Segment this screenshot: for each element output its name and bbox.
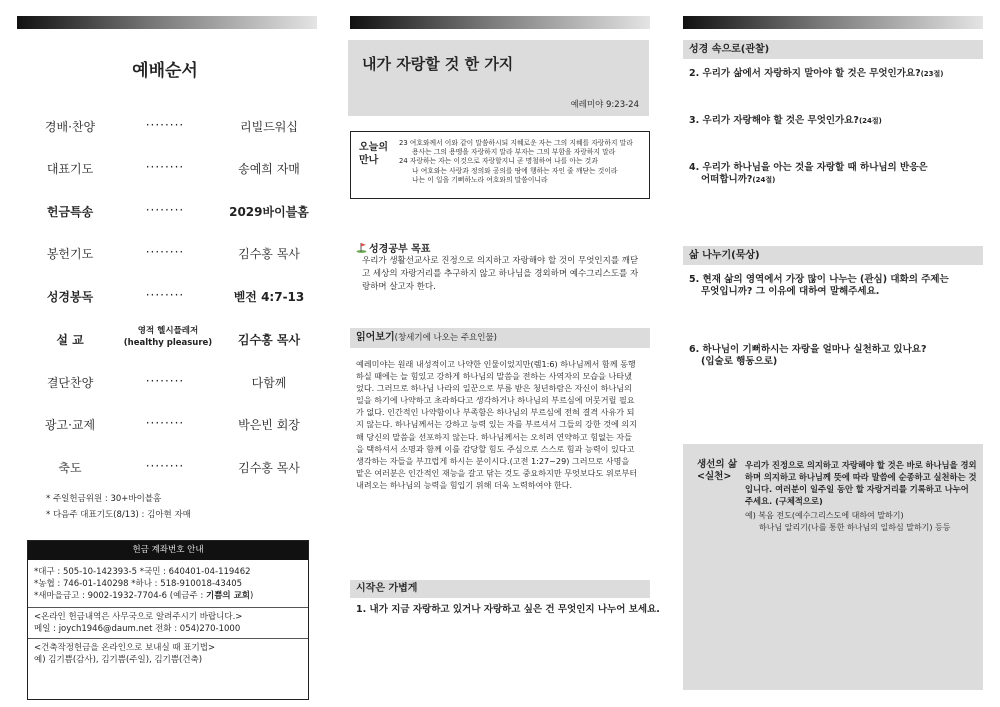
study-goal-title-text: 성경공부 목표 — [369, 244, 431, 255]
account-holder: 기쁨의 교회 — [206, 591, 251, 601]
bible-section-title: 성경 속으로(관찰) — [689, 44, 770, 55]
practice-example — [745, 510, 977, 534]
question-6-line1: 6. 하나님이 기뻐하시는 자랑을 얼마나 실천하고 있나요? — [689, 344, 927, 355]
order-label: 헌금특송 — [46, 205, 94, 219]
order-row-7 — [22, 374, 317, 394]
header-gradient-bar-middle — [350, 16, 650, 29]
reading-section-header — [350, 328, 650, 348]
order-dots: ········ — [145, 459, 185, 473]
offering-account-header: 헌금 계좌번호 안내 — [28, 541, 308, 560]
account-line — [34, 590, 302, 602]
question-4-line2 — [689, 174, 928, 186]
order-dots: ········ — [145, 203, 185, 217]
study-goal-text: 우리가 생활선교사로 진정으로 의지하고 자랑해야 할 것이 무엇인지를 깨닫고 세상의 자랑거리를 추구하지 않고 하나님을 경외하며 예수그리스도를 자랑하며 살고자 한다. — [362, 256, 639, 292]
order-value: 김수홍 목사 — [237, 333, 301, 347]
question-2 — [689, 68, 944, 80]
practice-label — [697, 459, 737, 483]
question-2-text: 2. 우리가 삶에서 자랑하지 말아야 할 것은 무엇인가요? — [689, 68, 921, 79]
verse-line: 나 여호와는 사랑과 정의와 공의를 땅에 행하는 자인 줄 깨닫는 것이라 — [412, 166, 618, 175]
question-3-text: 3. 우리가 자랑해야 할 것은 무엇인가요? — [689, 115, 859, 126]
question-4-ref: (24절) — [752, 176, 776, 184]
sermon-reference: 예레미야 9:23-24 — [570, 100, 639, 110]
verse-line: 나는 이 일을 기뻐하노라 여호와의 말씀이니라 — [412, 175, 548, 184]
next-prayer-note: * 다음주 대표기도(8/13) : 김아현 자매 — [46, 510, 191, 520]
order-row-2 — [22, 160, 317, 180]
order-value: 2029바이블홈 — [229, 205, 309, 219]
order-value: 김수홍 목사 — [238, 461, 300, 475]
sermon-title: 내가 자랑할 것 한 가지 — [362, 55, 514, 73]
sermon-subtitle-english: (healthy pleasure) — [123, 338, 213, 348]
today-manna-verses — [399, 139, 644, 185]
order-label: 결단찬양 — [46, 376, 94, 390]
golf-flag-icon — [356, 242, 367, 256]
today-label-line1: 오늘의 — [359, 142, 388, 153]
order-dots: ········ — [145, 288, 185, 302]
sermon-title-box — [348, 40, 649, 116]
reading-subtitle: (창세기에 나오는 주요인물) — [394, 333, 497, 343]
question-5-line2: 무엇입니까? 그 이유에 대하여 말해주세요. — [701, 286, 880, 297]
question-4-line1: 4. 우리가 하나님을 아는 것을 자랑할 때 하나님의 반응은 — [689, 162, 928, 173]
practice-example-line2: 하나님 알리기(나를 통한 하나님의 일하심 말하기) 등등 — [759, 523, 951, 532]
order-label: 봉헌기도 — [46, 247, 94, 261]
question-3 — [689, 115, 882, 127]
account-line-close: ) — [250, 591, 254, 601]
header-gradient-bar-left — [17, 16, 317, 29]
practice-example-line1: 예) 복음 전도(예수그리스도에 대하여 말하기) — [745, 511, 904, 520]
worship-order-title: 예배순서 — [132, 61, 198, 81]
start-section-header — [350, 580, 650, 598]
verse-line: 용사는 그의 용맹을 자랑하지 말라 부자는 그의 부함을 자랑하지 말라 — [412, 148, 616, 157]
question-6-line2: (입술로 행동으로) — [701, 356, 778, 367]
life-section-header — [683, 246, 983, 265]
order-dots: ········ — [145, 416, 185, 430]
online-offering-contact: 메일 : joych1946@daum.net 전화 : 054)270-1000 — [34, 624, 241, 634]
question-4-text: 어떠합니까? — [701, 174, 753, 185]
account-line: *농협 : 746-01-140298 *하나 : 518-910018-43405 — [34, 579, 243, 589]
building-offering-title: <건축작정헌금을 온라인으로 보내실 때 표기법> — [34, 643, 216, 653]
practice-text: 우리가 진정으로 의지하고 자랑해야 할 것은 바로 하나님을 경외하며 의지하고 하나님께 뜻에 따라 말씀에 순종하고 실천하는 것입니다. 여러분이 일주일 동안 할 자랑거리를 기록하고 나누어 주세요. (구체적으로) — [745, 460, 977, 506]
question-3-ref: (24절) — [858, 117, 882, 125]
order-label: 광고·교제 — [44, 418, 96, 432]
building-offering-section — [28, 639, 308, 669]
verse-line: 23 여호와께서 이와 같이 말씀하시되 지혜로운 자는 그의 지혜를 자랑하지 말라 — [399, 139, 633, 147]
order-label: 축도 — [58, 461, 82, 475]
today-manna-label — [359, 141, 388, 167]
order-row-8 — [22, 416, 317, 436]
order-row-4 — [22, 245, 317, 265]
reading-text: 예레미야는 원래 내성적이고 나약한 인물이었지만(렘1:6) 하나님께서 함께 동행하실 때에는 늘 힘있고 강하게 하나님의 말씀을 전하는 사역자의 모습을 나타냈었다. 그러므로 하나님 나라의 일꾼으로 부름 받은 청년하람은 자신이 하나님의 일을 하기에 나약하고 초라하다고 생각하거나 하나님의 부르심에 머뭇거릴 필요가 없다. 인간적인 나약함이나 부족함은 하나님의 부르심에 전혀 결격 사유가 되지 않는다. 하나님께서는 강하고 능력 있는 자를 부르셔서 그들의 강한 것에 의지해 당신의 말씀을 선포하지 않는다. 하나님께서는 오히려 연약하고 힘없는 자들을 택하셔서 소명과 함께 이를 감당할 힘도 주심으로 스스로 힘과 능력이 있다고 생각하는 자들을 부끄럽게 하시는 분이시다.(고전 1:27~29) 그러므로 사명을 맡은 여러분은 인간적인 재능을 갈고 닦는 것도 중요하지만 무엇보다도 위로부터 내려오는 하나님의 능력을 힘입기 위해 더욱 노력하여야 한다. — [356, 359, 638, 490]
order-row-6 — [22, 326, 317, 351]
building-offering-example: 예) 김기쁨(감사), 김기쁨(주일), 김기쁨(건축) — [34, 655, 203, 665]
order-value: 송예희 자매 — [238, 162, 300, 176]
sermon-subtitle — [118, 325, 218, 349]
question-2-ref: (23절) — [920, 70, 944, 78]
practice-label-line2: <실천> — [697, 471, 732, 482]
order-row-3 — [22, 203, 317, 223]
order-dots: ········ — [145, 245, 185, 259]
sermon-subtitle-korean: 영적 헬시플레저 — [137, 326, 199, 336]
question-1: 1. 내가 지금 자랑하고 있거나 자랑하고 싶은 건 무엇인지 나누어 보세요. — [356, 604, 660, 615]
order-label: 경배·찬양 — [44, 120, 96, 134]
order-value: 리빌드워십 — [240, 120, 298, 134]
order-row-5 — [22, 288, 317, 308]
order-label: 성경봉독 — [46, 290, 94, 304]
offering-account-box — [27, 540, 309, 700]
order-value: 벧전 4:7-13 — [233, 290, 305, 304]
order-dots: ········ — [145, 374, 185, 388]
account-line: *대구 : 505-10-142393-5 *국민 : 640401-04-119462 — [34, 567, 251, 577]
life-section-title: 삶 나누기(묵상) — [689, 250, 760, 261]
reading-title: 읽어보기 — [356, 332, 395, 343]
question-5-line1: 5. 현재 삶의 영역에서 가장 많이 나누는 (관심) 대화의 주제는 — [689, 274, 949, 285]
online-offering-title: <온라인 헌금내역은 사무국으로 알려주시기 바랍니다.> — [34, 612, 243, 622]
today-manna-box — [350, 131, 650, 199]
question-6 — [689, 344, 926, 368]
verse-line: 24 자랑하는 자는 이것으로 자랑할지니 곧 명철하여 나를 아는 것과 — [399, 157, 598, 166]
bible-section-header — [683, 40, 983, 59]
start-title: 시작은 가볍게 — [356, 583, 418, 594]
online-offering-section — [28, 608, 308, 639]
order-value: 박은빈 회장 — [238, 418, 300, 432]
practice-box — [683, 444, 983, 690]
question-4 — [689, 162, 928, 186]
practice-label-line1: 생선의 삶 — [697, 459, 738, 470]
study-goal-title — [356, 240, 430, 256]
order-dots: ········ — [145, 160, 185, 174]
order-label: 대표기도 — [46, 162, 94, 176]
order-value: 다함께 — [251, 376, 287, 390]
order-row-1 — [22, 118, 317, 138]
order-dots: ········ — [145, 118, 185, 132]
order-value: 김수홍 목사 — [238, 247, 300, 261]
order-label: 설 교 — [56, 333, 84, 347]
account-line-text: *새마을금고 : 9002-1932-7704-6 (예금주 : — [34, 591, 206, 601]
question-5 — [689, 274, 949, 298]
account-list — [28, 560, 308, 608]
today-label-line2: 만나 — [359, 155, 379, 166]
order-row-9 — [22, 459, 317, 479]
offering-committee-note: * 주일헌금위원 : 30+바이블홈 — [46, 494, 162, 504]
header-gradient-bar-right — [683, 16, 983, 29]
